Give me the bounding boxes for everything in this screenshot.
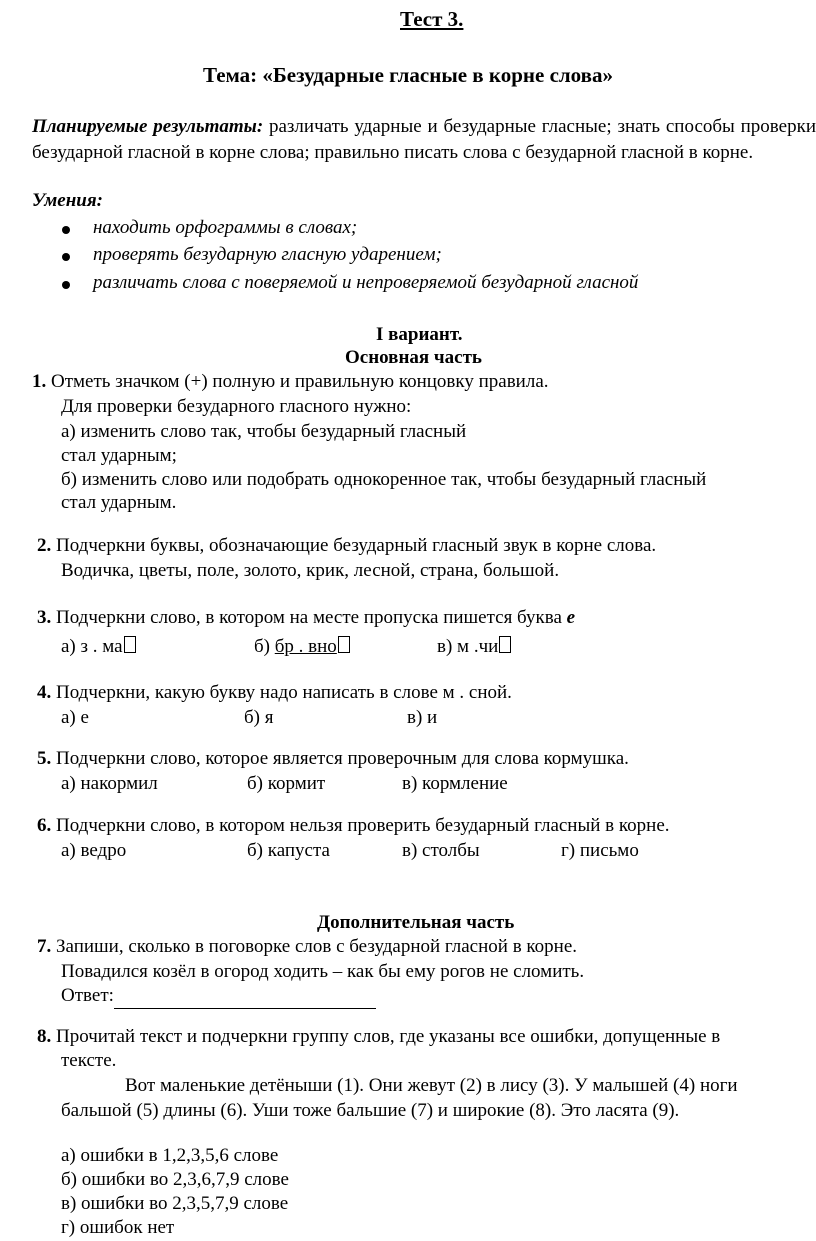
- q6-option-a[interactable]: а) ведро: [61, 840, 127, 861]
- question-number: 1.: [32, 371, 47, 392]
- question-number: 2.: [37, 535, 52, 556]
- answer-label: Ответ:: [61, 985, 114, 1006]
- q8-passage-line: бальшой (5) длины (6). Уши тоже бальшие (7) и широкие (8). Это ласята (9).: [61, 1100, 680, 1121]
- q3-option-a[interactable]: [61, 634, 136, 660]
- bullet-icon: [62, 281, 70, 289]
- question-text-cont: тексте.: [61, 1050, 117, 1071]
- q4-option-c[interactable]: в) и: [407, 707, 438, 728]
- bullet-icon: [62, 226, 70, 234]
- question-number: 4.: [37, 682, 52, 703]
- planned-text: различать ударные и безударные гласные; знать способы проверки безударной гласной в корне слова; правильно писать слова с безударной гласной в корне.: [32, 116, 816, 163]
- q2-words[interactable]: Водичка, цветы, поле, золото, крик, лесной, страна, большой.: [61, 560, 560, 581]
- q8-option-b[interactable]: б) ошибки во 2,3,6,7,9 слове: [61, 1169, 289, 1190]
- planned-label: Планируемые результаты:: [32, 116, 264, 137]
- question-text: Подчеркни слово, которое является проверочным для слова кормушка.: [51, 748, 629, 769]
- question-number: 6.: [37, 815, 52, 836]
- skill-item: проверять безударную гласную ударением;: [93, 244, 442, 265]
- question-5: [37, 746, 629, 772]
- question-3: [37, 605, 575, 631]
- question-text: Подчеркни буквы, обозначающие безударный гласный звук в корне слова.: [51, 535, 657, 556]
- q7-proverb: Повадился козёл в огород ходить – как бы ему рогов не сломить.: [61, 961, 585, 982]
- test-title: Тест 3.: [400, 7, 464, 31]
- option-prefix: б): [254, 636, 275, 657]
- question-text: Подчеркни слово, в котором нельзя проверить безударный гласный в корне.: [51, 815, 670, 836]
- q1-line: Для проверки безударного гласного нужно:: [61, 396, 412, 417]
- question-2: [37, 533, 656, 559]
- q8-option-d[interactable]: г) ошибок нет: [61, 1217, 175, 1238]
- checkbox-icon: [338, 636, 350, 653]
- q1-line: стал ударным;: [61, 445, 177, 466]
- q3-option-c[interactable]: [437, 634, 511, 660]
- q6-option-b[interactable]: б) капуста: [247, 840, 330, 861]
- q8-option-a[interactable]: а) ошибки в 1,2,3,5,6 слове: [61, 1145, 279, 1166]
- question-number: 5.: [37, 748, 52, 769]
- target-letter: е: [566, 607, 576, 628]
- topic-title: Тема: «Безударные гласные в корне слова»: [202, 63, 613, 87]
- skill-item: различать слова с поверяемой и непроверяемой безударной гласной: [93, 272, 639, 293]
- question-text: Отметь значком (+) полную и правильную концовку правила.: [46, 371, 549, 392]
- question-8: [37, 1024, 720, 1050]
- option-text: бр . вно: [274, 636, 337, 657]
- question-text: Запиши, сколько в поговорке слов с безударной гласной в корне.: [51, 936, 578, 957]
- q6-option-c[interactable]: в) столбы: [402, 840, 480, 861]
- question-number: 8.: [37, 1026, 52, 1047]
- question-1: [32, 369, 549, 395]
- main-part-heading: Основная часть: [345, 347, 482, 368]
- question-4: [37, 680, 512, 706]
- bullet-icon: [62, 253, 70, 261]
- question-text: Подчеркни слово, в котором на месте пропуска пишется буква: [51, 607, 567, 628]
- checkbox-icon: [124, 636, 136, 653]
- q8-option-c[interactable]: в) ошибки во 2,3,5,7,9 слове: [61, 1193, 289, 1214]
- question-text: Подчеркни, какую букву надо написать в слове м . сной.: [51, 682, 512, 703]
- q1-line: стал ударным.: [61, 492, 177, 513]
- q1-option-a[interactable]: а) изменить слово так, чтобы безударный гласный: [61, 421, 467, 442]
- question-number: 7.: [37, 936, 52, 957]
- question-7: [37, 934, 577, 960]
- q1-option-b[interactable]: б) изменить слово или подобрать однокоренное так, чтобы безударный гласный: [61, 469, 707, 490]
- q4-option-b[interactable]: б) я: [244, 707, 274, 728]
- skill-item: находить орфограммы в словах;: [93, 217, 358, 238]
- planned-results: [32, 114, 816, 166]
- q4-option-a[interactable]: а) е: [61, 707, 89, 728]
- question-text: Прочитай текст и подчеркни группу слов, где указаны все ошибки, допущенные в: [51, 1026, 721, 1047]
- q6-option-d[interactable]: г) письмо: [561, 840, 639, 861]
- option-text: в) м .чи: [437, 636, 499, 657]
- q7-answer: [61, 983, 376, 1009]
- question-6: [37, 813, 670, 839]
- q5-option-c[interactable]: в) кормление: [402, 773, 508, 794]
- variant-title: I вариант.: [376, 324, 463, 345]
- answer-line[interactable]: [114, 990, 376, 1009]
- extra-part-heading: Дополнительная часть: [317, 912, 515, 933]
- question-number: 3.: [37, 607, 52, 628]
- option-text: а) з . ма: [61, 636, 123, 657]
- q3-option-b[interactable]: [254, 634, 350, 660]
- q5-option-a[interactable]: а) накормил: [61, 773, 158, 794]
- q8-passage-line: Вот маленькие детёныши (1). Они жевут (2) в лису (3). У малышей (4) ноги: [125, 1075, 738, 1096]
- q5-option-b[interactable]: б) кормит: [247, 773, 326, 794]
- checkbox-icon: [499, 636, 511, 653]
- skills-label: Умения:: [32, 190, 103, 211]
